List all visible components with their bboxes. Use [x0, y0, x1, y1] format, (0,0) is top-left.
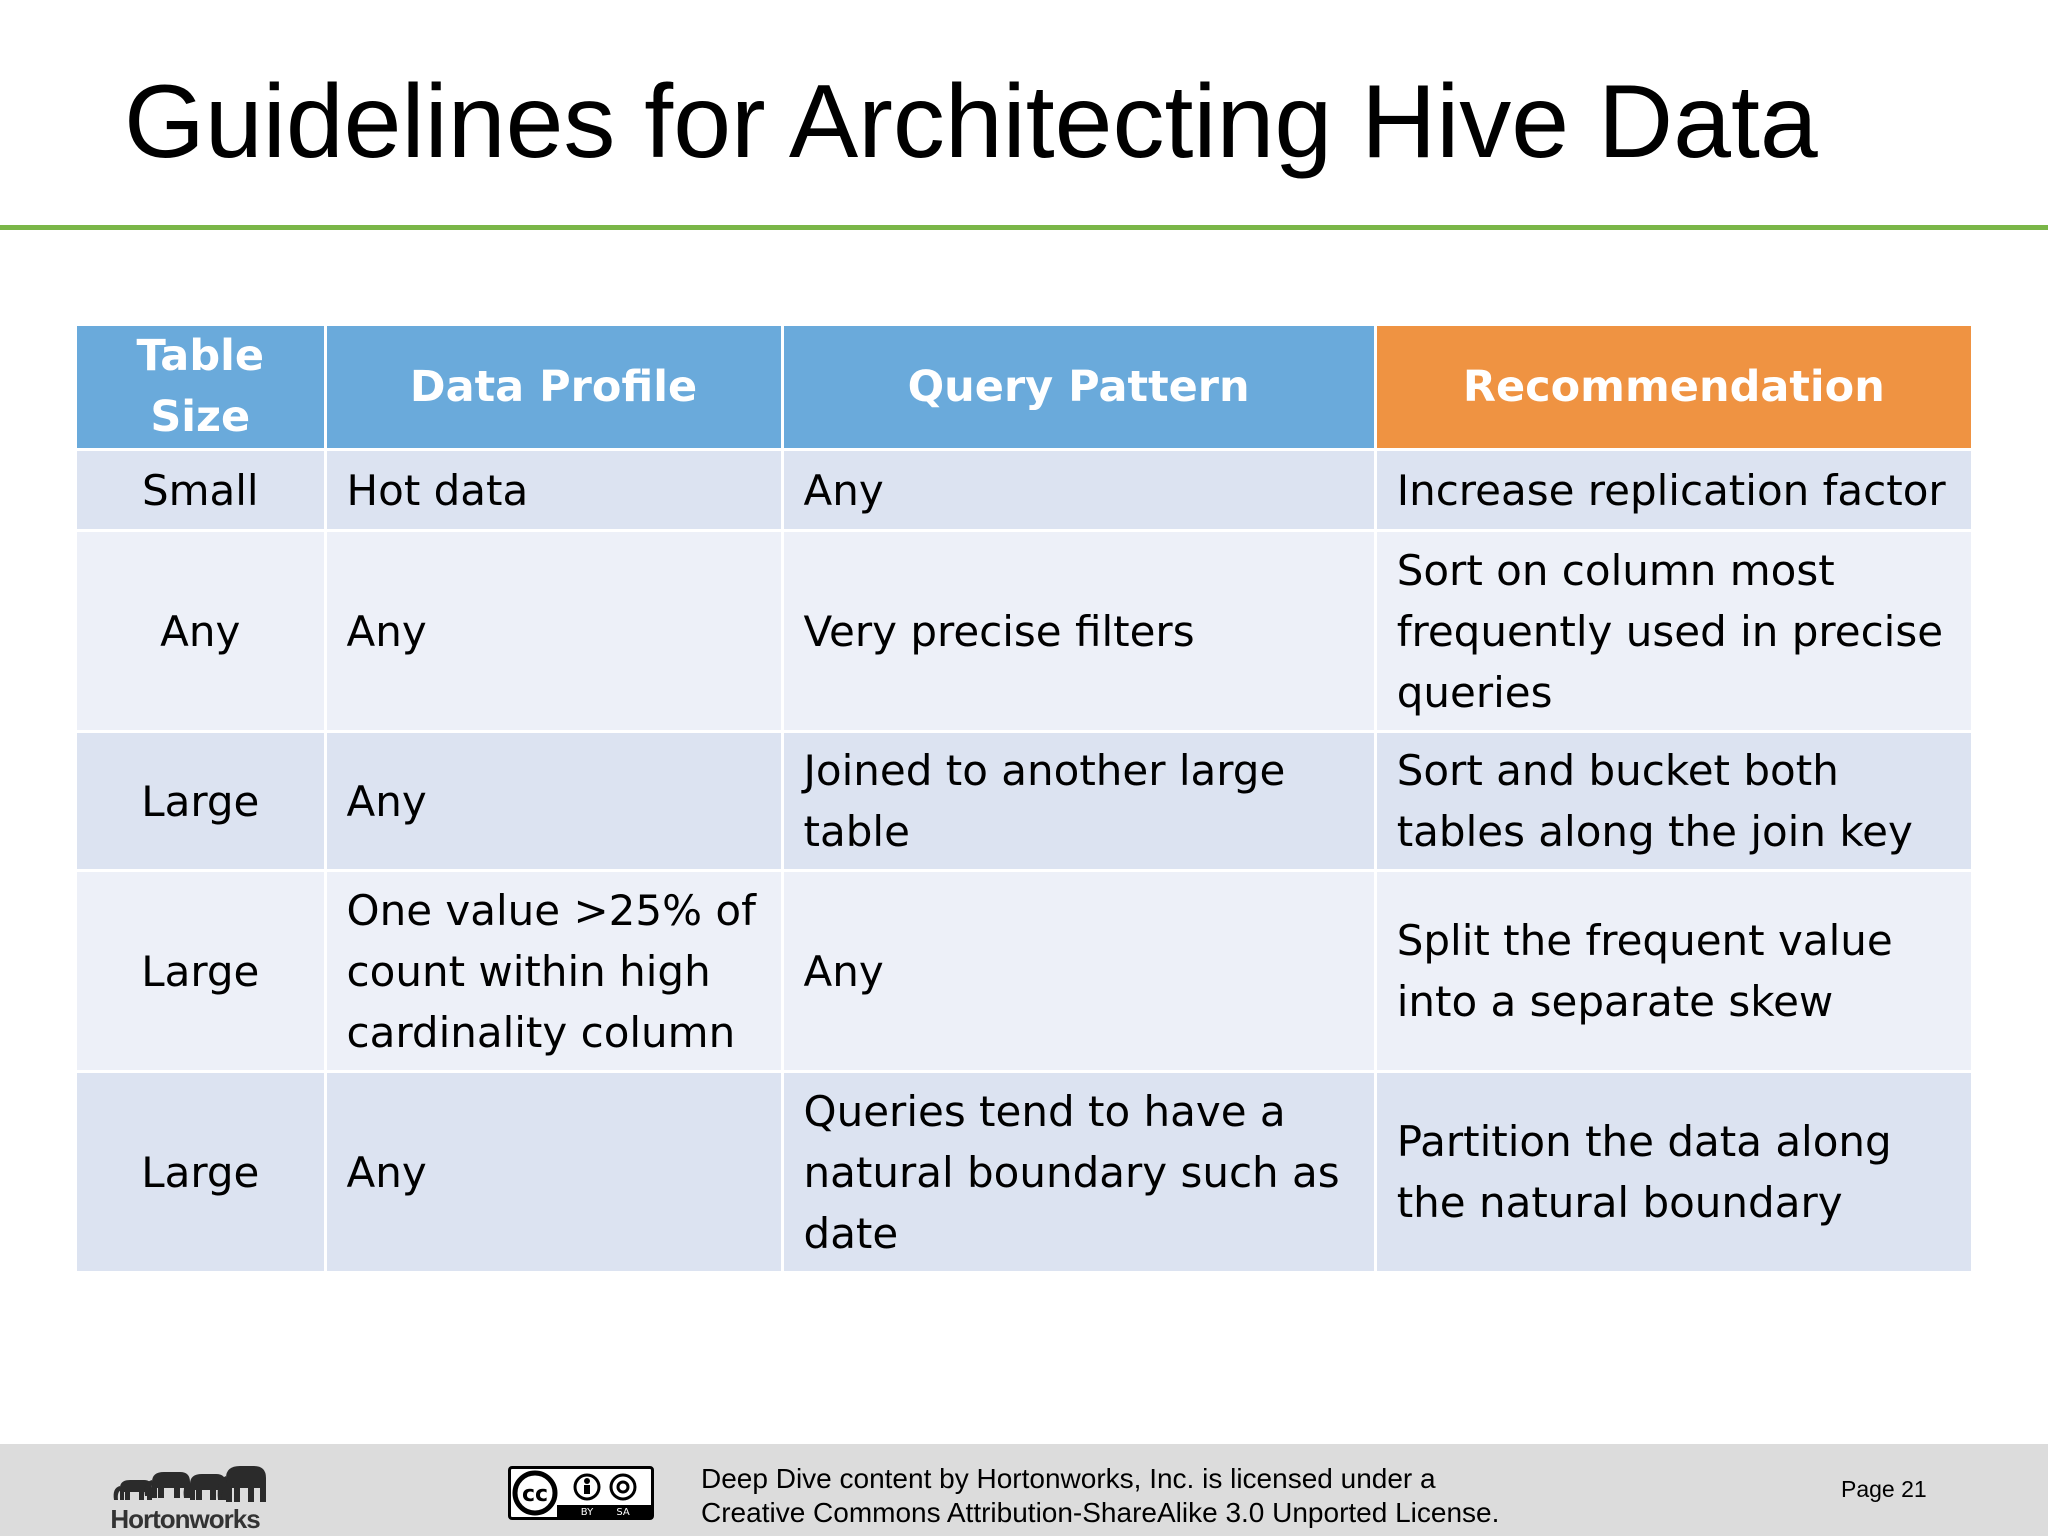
cell-query-pattern: Very precise filters: [784, 532, 1374, 730]
cell-table-size: Large: [77, 733, 324, 869]
license-line-1: Deep Dive content by Hortonworks, Inc. is licensed under a: [701, 1463, 1436, 1494]
cell-data-profile: Hot data: [327, 451, 781, 529]
hortonworks-logo: [100, 1460, 270, 1534]
cell-query-pattern: Any: [784, 872, 1374, 1070]
cell-data-profile: Any: [327, 532, 781, 730]
cell-query-pattern: Queries tend to have a natural boundary such as date: [784, 1073, 1374, 1271]
cell-recommendation: Increase replication factor: [1377, 451, 1971, 529]
license-line-2: Creative Commons Attribution-ShareAlike 3.0 Unported License.: [701, 1497, 1500, 1528]
cell-data-profile: Any: [327, 733, 781, 869]
cc-symbol-text: cc: [521, 1482, 549, 1507]
header-data-profile: Data Profile: [327, 326, 781, 448]
cell-data-profile: One value >25% of count within high cardinality column: [327, 872, 781, 1070]
cc-by-text: BY: [580, 1507, 594, 1517]
slide-title: Guidelines for Architecting Hive Data: [124, 64, 1818, 180]
table-header-row: [77, 326, 1971, 448]
table-row: [77, 872, 1971, 1070]
slide-footer: [0, 1444, 2048, 1536]
creative-commons-by-sa-icon: [508, 1466, 654, 1520]
license-notice: [701, 1462, 1499, 1530]
cell-table-size: Small: [77, 451, 324, 529]
table-row: [77, 532, 1971, 730]
cell-recommendation: Split the frequent value into a separate skew: [1377, 872, 1971, 1070]
logo-wordmark: Hortonworks: [110, 1504, 260, 1534]
header-recommendation: Recommendation: [1377, 326, 1971, 448]
title-divider: [0, 225, 2048, 230]
cell-table-size: Large: [77, 872, 324, 1070]
cell-recommendation: Sort on column most frequently used in precise queries: [1377, 532, 1971, 730]
cc-sa-text: SA: [616, 1507, 630, 1517]
hortonworks-elephants-icon: [100, 1460, 270, 1506]
cell-data-profile: Any: [327, 1073, 781, 1271]
header-table-size: Table Size: [77, 326, 324, 448]
header-query-pattern: Query Pattern: [784, 326, 1374, 448]
cell-recommendation: Sort and bucket both tables along the join key: [1377, 733, 1971, 869]
table-row: [77, 1073, 1971, 1271]
page-number: Page 21: [1841, 1476, 1927, 1502]
cell-table-size: Large: [77, 1073, 324, 1271]
cell-recommendation: Partition the data along the natural boundary: [1377, 1073, 1971, 1271]
cell-table-size: Any: [77, 532, 324, 730]
cell-query-pattern: Any: [784, 451, 1374, 529]
table-row: [77, 451, 1971, 529]
cell-query-pattern: Joined to another large table: [784, 733, 1374, 869]
guidelines-table: [74, 323, 1974, 1274]
table-row: [77, 733, 1971, 869]
